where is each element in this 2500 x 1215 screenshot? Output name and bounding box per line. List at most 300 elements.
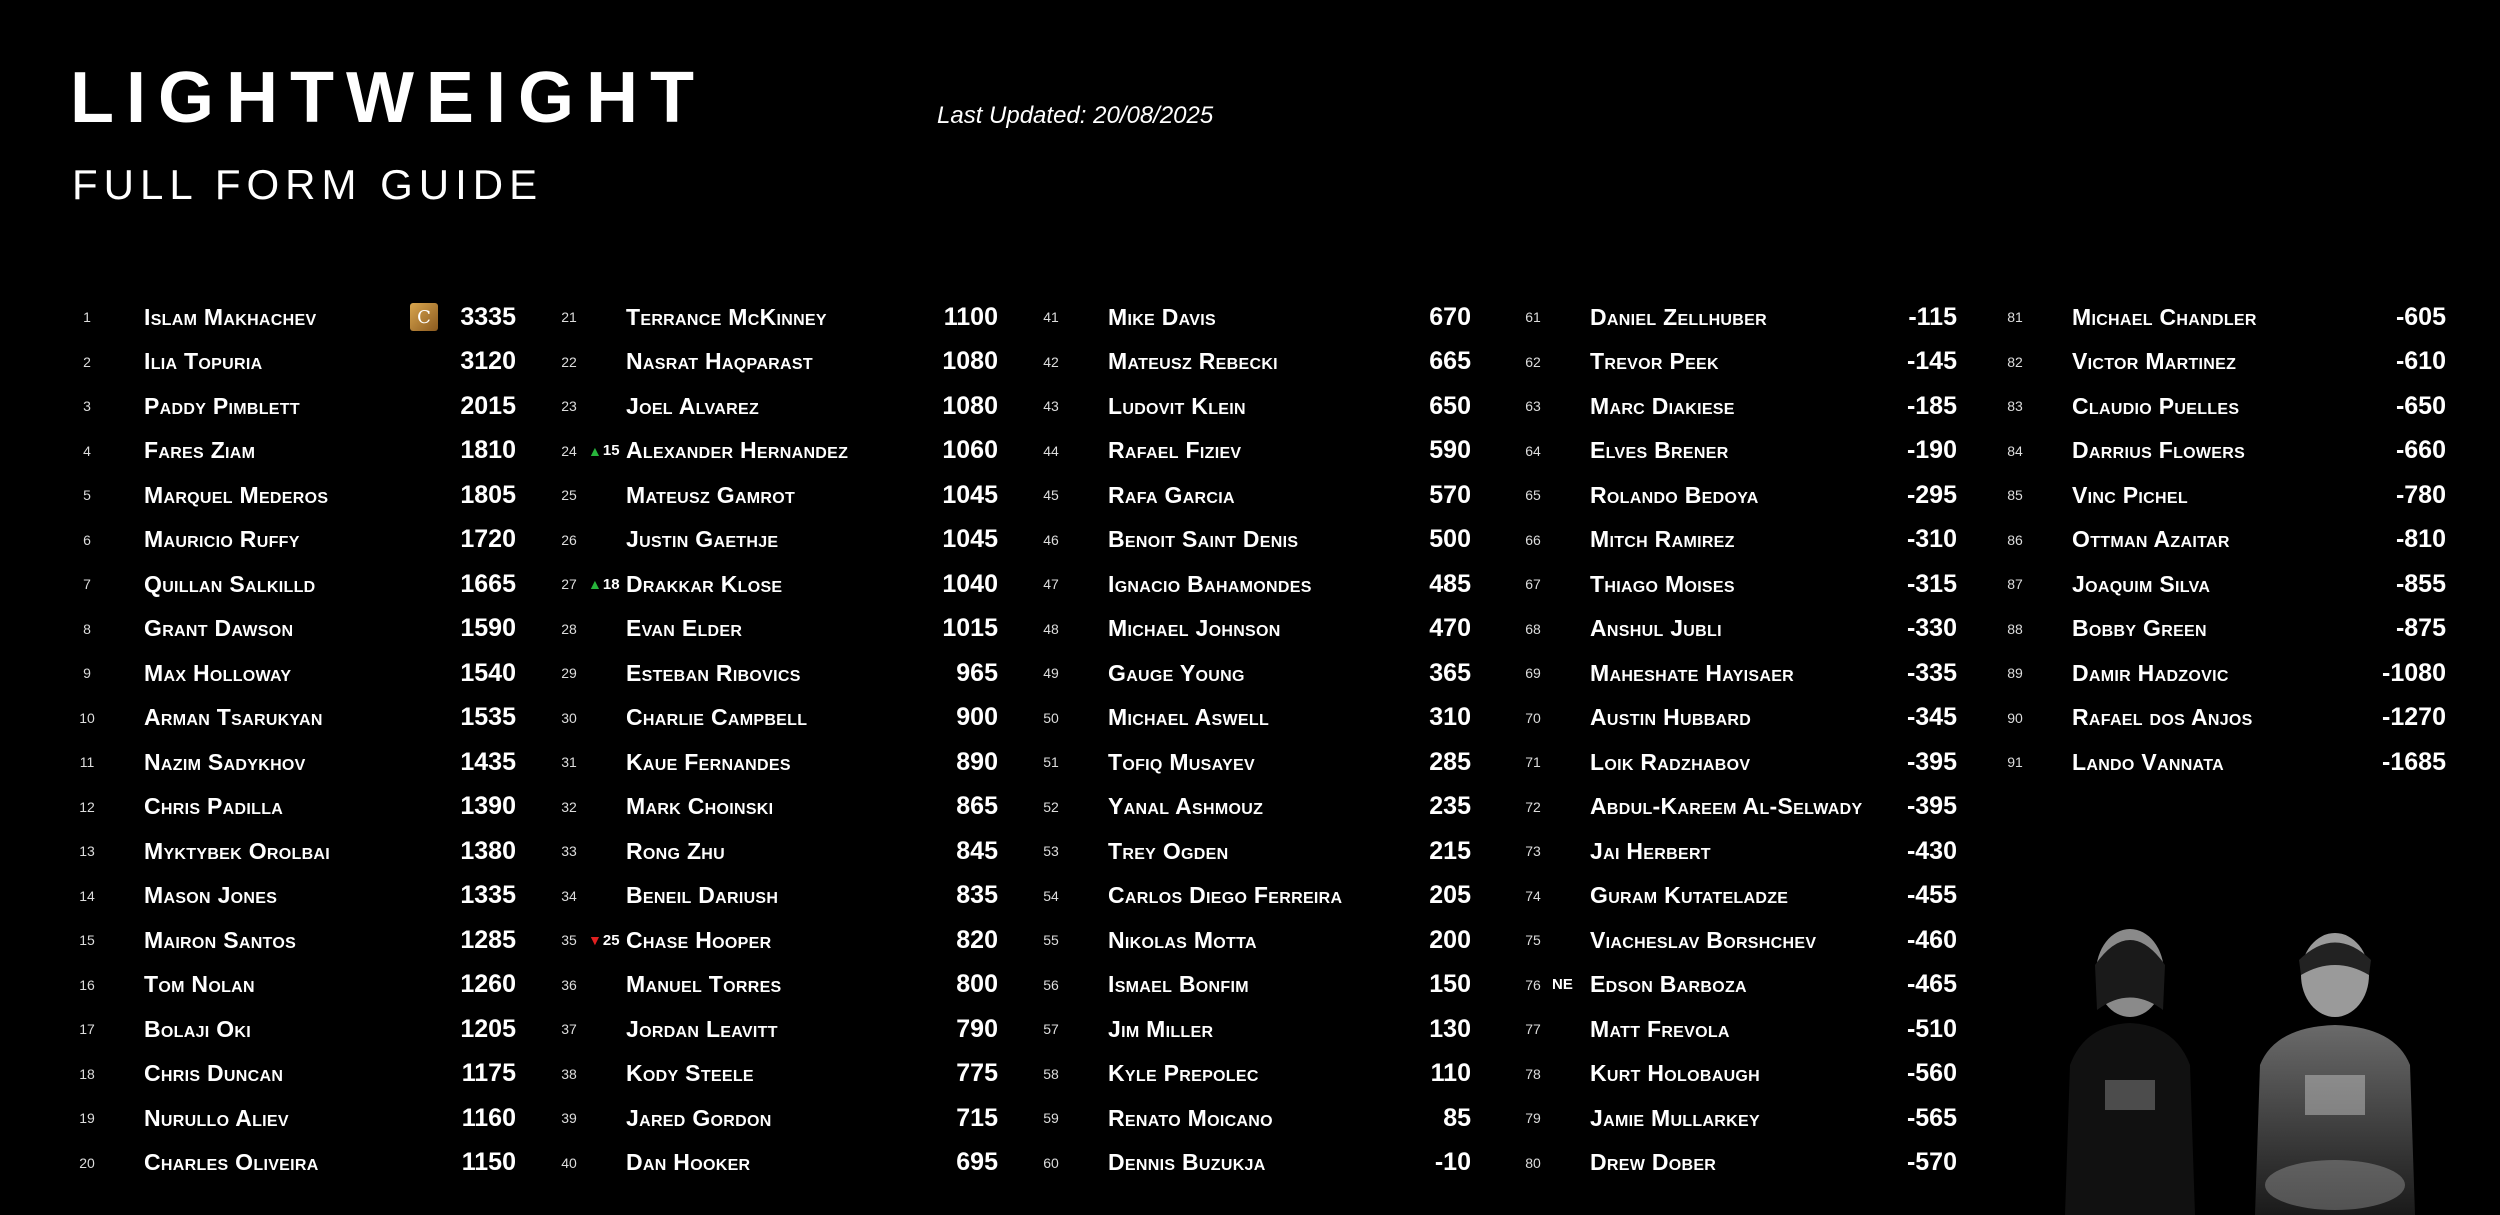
last-updated-text: Last Updated: 20/08/2025 — [937, 102, 1214, 129]
fighter-score: -1270 — [2382, 703, 2446, 732]
fighter-score: -315 — [1906, 569, 1957, 598]
ranking-row — [1996, 384, 2446, 429]
ranking-row — [1514, 1141, 1957, 1186]
fighter-name: Chase Hooper — [626, 926, 772, 953]
fighter-score: -335 — [1906, 658, 1957, 687]
ranking-row — [1514, 340, 1957, 385]
fighter-name: Michael Aswell — [1108, 704, 1270, 731]
fighter-score: 1435 — [460, 747, 516, 776]
ranking-row — [1996, 696, 2446, 741]
fighter-name: Rafael dos Anjos — [2072, 704, 2253, 731]
fighter-name: Victor Martinez — [2072, 348, 2237, 375]
fighter-score: 1205 — [460, 1014, 516, 1043]
rank-number: 30 — [561, 709, 577, 726]
rank-number: 27 — [561, 576, 577, 593]
ranking-row — [1032, 429, 1471, 474]
rank-number: 81 — [2007, 309, 2023, 326]
ranking-row — [550, 429, 998, 474]
fighter-name: Rong Zhu — [626, 837, 726, 864]
rank-number: 54 — [1043, 887, 1059, 904]
fighter-name: Trevor Peek — [1590, 348, 1719, 375]
ranking-row — [68, 384, 516, 429]
rank-number: 90 — [2007, 709, 2023, 726]
ranking-row — [1032, 607, 1471, 652]
ranking-row — [68, 295, 516, 340]
fighter-score: -465 — [1906, 970, 1957, 999]
rank-number: 80 — [1525, 1154, 1541, 1171]
ranking-row — [1032, 562, 1471, 607]
ranking-row — [68, 429, 516, 474]
fighter-score: -10 — [1434, 1148, 1471, 1177]
fighter-score: 1080 — [942, 391, 998, 420]
fighter-name: Lando Vannata — [2072, 748, 2224, 775]
fighter-score: 1540 — [460, 658, 516, 687]
fighter-score: 485 — [1429, 569, 1471, 598]
ranking-column — [1514, 295, 1957, 1185]
rank-number: 60 — [1043, 1154, 1059, 1171]
fighter-score: 235 — [1429, 792, 1471, 821]
rank-number: 28 — [561, 620, 577, 637]
rank-number: 50 — [1043, 709, 1059, 726]
fighter-name: Kaue Fernandes — [626, 748, 791, 775]
fighter-score: 2015 — [460, 391, 516, 420]
fighter-score: -510 — [1906, 1014, 1957, 1043]
rank-number: 1 — [83, 309, 91, 326]
rank-movement — [588, 576, 626, 593]
ranking-row — [1514, 740, 1957, 785]
fighter-name: Abdul-Kareem Al-Selwady — [1590, 793, 1863, 820]
rank-number: 76 — [1525, 976, 1541, 993]
ranking-row — [1514, 874, 1957, 919]
fighter-name: Grant Dawson — [144, 615, 294, 642]
fighter-name: Mason Jones — [144, 882, 278, 909]
rank-number: 73 — [1525, 843, 1541, 860]
fighter-score: 800 — [956, 970, 998, 999]
fighter-name: Ludovit Klein — [1108, 392, 1246, 419]
rank-number: 4 — [83, 442, 91, 459]
fighter-name: Jai Herbert — [1590, 837, 1711, 864]
ranking-row — [68, 607, 516, 652]
fighter-name: Kody Steele — [626, 1060, 754, 1087]
fighter-name: Mairon Santos — [144, 926, 297, 953]
rank-number: 84 — [2007, 442, 2023, 459]
rank-number: 51 — [1043, 754, 1059, 771]
fighter-name: Paddy Pimblett — [144, 392, 300, 419]
fighter-name: Tom Nolan — [144, 971, 255, 998]
ranking-row — [1514, 562, 1957, 607]
fighter-name: Jim Miller — [1108, 1015, 1214, 1042]
rank-number: 5 — [83, 487, 91, 504]
fighter-score: -330 — [1906, 614, 1957, 643]
ranking-row — [68, 1141, 516, 1186]
fighter-score: 130 — [1429, 1014, 1471, 1043]
rank-number: 13 — [79, 843, 95, 860]
rank-number: 31 — [561, 754, 577, 771]
fighter-score: 1040 — [942, 569, 998, 598]
rank-number: 12 — [79, 798, 95, 815]
fighter-score: 890 — [956, 747, 998, 776]
fighter-name: Kurt Holobaugh — [1590, 1060, 1761, 1087]
rank-number: 39 — [561, 1110, 577, 1127]
fighter-score: -650 — [2395, 391, 2446, 420]
fighter-name: Jordan Leavitt — [626, 1015, 778, 1042]
fighter-name: Matt Frevola — [1590, 1015, 1730, 1042]
ranking-row — [550, 651, 998, 696]
ranking-row — [1996, 340, 2446, 385]
ranking-row — [1514, 384, 1957, 429]
ranking-row — [68, 740, 516, 785]
arrow-up-icon: ▲ — [588, 442, 602, 459]
ranking-row — [1514, 1096, 1957, 1141]
fighter-name: Evan Elder — [626, 615, 743, 642]
fighter-score: -295 — [1906, 480, 1957, 509]
rank-number: 65 — [1525, 487, 1541, 504]
rank-number: 88 — [2007, 620, 2023, 637]
rank-number: 40 — [561, 1154, 577, 1171]
fighter-score: 1390 — [460, 792, 516, 821]
ranking-row — [1514, 473, 1957, 518]
fighter-name: Dennis Buzukja — [1108, 1149, 1266, 1176]
fighter-score: 1080 — [942, 347, 998, 376]
rank-number: 62 — [1525, 353, 1541, 370]
rank-number: 33 — [561, 843, 577, 860]
fighter-name: Arman Tsarukyan — [144, 704, 323, 731]
fighter-score: 1665 — [460, 569, 516, 598]
fighter-score: 775 — [956, 1059, 998, 1088]
rank-number: 41 — [1043, 309, 1059, 326]
fighter-name: Renato Moicano — [1108, 1104, 1273, 1131]
rank-movement-value: NE — [1552, 976, 1573, 994]
fighter-name: Austin Hubbard — [1590, 704, 1752, 731]
fighter-score: -115 — [1908, 302, 1957, 331]
rank-number: 38 — [561, 1065, 577, 1082]
ranking-row — [1032, 740, 1471, 785]
rank-number: 14 — [79, 887, 95, 904]
rank-number: 83 — [2007, 398, 2023, 415]
fighter-name: Joel Alvarez — [626, 392, 760, 419]
fighter-score: -455 — [1906, 881, 1957, 910]
fighter-score: 665 — [1429, 347, 1471, 376]
rank-number: 85 — [2007, 487, 2023, 504]
rank-number: 48 — [1043, 620, 1059, 637]
fighter-score: -565 — [1906, 1103, 1957, 1132]
rank-number: 23 — [561, 398, 577, 415]
ranking-row — [1996, 429, 2446, 474]
fighter-score: 365 — [1429, 658, 1471, 687]
fighter-score: 965 — [956, 658, 998, 687]
fighter-name: Joaquim Silva — [2072, 570, 2211, 597]
fighter-name: Bobby Green — [2072, 615, 2207, 642]
fighter-name: Bolaji Oki — [144, 1015, 252, 1042]
fighter-name: Quillan Salkilld — [144, 570, 316, 597]
ranking-row — [1032, 1096, 1471, 1141]
rank-number: 42 — [1043, 353, 1059, 370]
ranking-row — [68, 473, 516, 518]
fighter-name: Nurullo Aliev — [144, 1104, 289, 1131]
ranking-column — [1996, 295, 2446, 785]
fighter-score: 1535 — [460, 703, 516, 732]
fighter-score: 1285 — [460, 925, 516, 954]
fighter-score: 310 — [1429, 703, 1471, 732]
fighter-name: Kyle Prepolec — [1108, 1060, 1259, 1087]
fighter-name: Alexander Hernandez — [626, 437, 849, 464]
ranking-row — [1514, 429, 1957, 474]
arrow-down-icon: ▼ — [588, 932, 602, 949]
ranking-row — [550, 1052, 998, 1097]
fighter-name: Mitch Ramirez — [1590, 526, 1735, 553]
ranking-row — [1514, 1007, 1957, 1052]
fighter-name: Anshul Jubli — [1590, 615, 1722, 642]
rank-number: 35 — [561, 932, 577, 949]
fighter-score: -310 — [1906, 525, 1957, 554]
ranking-row — [550, 1141, 998, 1186]
rank-number: 56 — [1043, 976, 1059, 993]
ranking-row — [550, 518, 998, 563]
fighter-name: Tofiq Musayev — [1108, 748, 1255, 775]
rank-number: 74 — [1525, 887, 1541, 904]
rank-number: 64 — [1525, 442, 1541, 459]
ranking-row — [550, 340, 998, 385]
fighter-score: 650 — [1429, 391, 1471, 420]
rank-number: 16 — [79, 976, 95, 993]
fighter-name: Islam Makhachev — [144, 303, 317, 330]
ranking-row — [550, 295, 998, 340]
rank-movement-value: 25 — [602, 931, 620, 949]
fighter-score: 1590 — [460, 614, 516, 643]
fighter-score: 1720 — [460, 525, 516, 554]
fighter-score: 1380 — [460, 836, 516, 865]
fighter-name: Nasrat Haqparast — [626, 348, 813, 375]
fighter-name: Ignacio Bahamondes — [1108, 570, 1312, 597]
fighter-name: Manuel Torres — [626, 971, 782, 998]
ranking-row — [550, 874, 998, 919]
rank-number: 72 — [1525, 798, 1541, 815]
rank-number: 18 — [79, 1065, 95, 1082]
rank-number: 71 — [1525, 754, 1541, 771]
arrow-up-icon: ▲ — [588, 576, 602, 593]
rank-number: 24 — [561, 442, 577, 459]
rank-number: 91 — [2007, 754, 2023, 771]
ranking-row — [550, 473, 998, 518]
fighter-score: 1045 — [942, 480, 998, 509]
fighter-score: -610 — [2395, 347, 2446, 376]
fighter-name: Charles Oliveira — [144, 1149, 319, 1176]
ranking-row — [68, 518, 516, 563]
rank-number: 25 — [561, 487, 577, 504]
rank-number: 57 — [1043, 1021, 1059, 1038]
rank-number: 45 — [1043, 487, 1059, 504]
ranking-column — [1032, 295, 1471, 1185]
rank-number: 86 — [2007, 531, 2023, 548]
ranking-row — [68, 562, 516, 607]
fighter-name: Nikolas Motta — [1108, 926, 1257, 953]
rank-number: 52 — [1043, 798, 1059, 815]
rank-number: 21 — [561, 309, 577, 326]
ranking-row — [550, 384, 998, 429]
ranking-row — [1032, 1141, 1471, 1186]
ranking-row — [1032, 295, 1471, 340]
fighter-score: 1045 — [942, 525, 998, 554]
fighter-score: -875 — [2395, 614, 2446, 643]
fighter-score: -190 — [1906, 436, 1957, 465]
ranking-row — [550, 740, 998, 785]
fighter-name: Marquel Mederos — [144, 481, 329, 508]
rank-number: 43 — [1043, 398, 1059, 415]
rank-number: 11 — [79, 754, 95, 771]
fighter-score: 3335 — [460, 302, 516, 331]
rank-number: 70 — [1525, 709, 1541, 726]
rank-number: 9 — [83, 665, 91, 682]
ranking-row — [1514, 651, 1957, 696]
fighter-score: 1335 — [460, 881, 516, 910]
fighter-score: 1160 — [461, 1103, 516, 1132]
ranking-row — [1514, 518, 1957, 563]
fighter-name: Charlie Campbell — [626, 704, 808, 731]
fighter-score: 150 — [1429, 970, 1471, 999]
fighter-score: 3120 — [460, 347, 516, 376]
rank-number: 47 — [1043, 576, 1059, 593]
fighter-name: Elves Brener — [1590, 437, 1729, 464]
fighter-score: 900 — [956, 703, 998, 732]
fighter-name: Loik Radzhabov — [1590, 748, 1751, 775]
fighter-name: Vinc Pichel — [2072, 481, 2188, 508]
fighter-name: Dan Hooker — [626, 1149, 751, 1176]
fighter-name: Gauge Young — [1108, 659, 1245, 686]
ranking-row — [550, 963, 998, 1008]
fighter-name: Drew Dober — [1590, 1149, 1717, 1176]
rank-number: 8 — [83, 620, 91, 637]
rank-number: 82 — [2007, 353, 2023, 370]
fighter-score: 715 — [956, 1103, 998, 1132]
fighter-name: Maheshate Hayisaer — [1590, 659, 1795, 686]
rank-number: 58 — [1043, 1065, 1059, 1082]
rank-number: 37 — [561, 1021, 577, 1038]
fighter-score: 695 — [956, 1148, 998, 1177]
ranking-row — [1032, 829, 1471, 874]
rank-number: 10 — [79, 709, 95, 726]
ranking-row — [1032, 340, 1471, 385]
fighter-score: 845 — [956, 836, 998, 865]
fighter-name: Jared Gordon — [626, 1104, 772, 1131]
fighter-score: -1080 — [2382, 658, 2446, 687]
fighter-score: 835 — [956, 881, 998, 910]
ranking-row — [68, 874, 516, 919]
rank-number: 2 — [83, 353, 91, 370]
fighter-score: 1810 — [460, 436, 516, 465]
fighter-name: Justin Gaethje — [626, 526, 779, 553]
rank-number: 75 — [1525, 932, 1541, 949]
fighter-name: Michael Johnson — [1108, 615, 1281, 642]
ranking-row — [1032, 785, 1471, 830]
fighter-score: 470 — [1429, 614, 1471, 643]
fighter-score: 1150 — [461, 1148, 516, 1177]
rank-number: 79 — [1525, 1110, 1541, 1127]
rank-movement — [588, 932, 626, 949]
fighter-name: Esteban Ribovics — [626, 659, 801, 686]
rank-number: 49 — [1043, 665, 1059, 682]
rank-movement-value: 18 — [602, 575, 620, 593]
fighter-name: Benoit Saint Denis — [1108, 526, 1299, 553]
ranking-row — [1032, 518, 1471, 563]
ranking-row — [1514, 607, 1957, 652]
fighter-score: 1175 — [461, 1059, 516, 1088]
ranking-row — [550, 1096, 998, 1141]
fighter-score: -660 — [2395, 436, 2446, 465]
ranking-row — [1514, 696, 1957, 741]
rank-number: 19 — [79, 1110, 95, 1127]
fighter-score: -560 — [1906, 1059, 1957, 1088]
fighter-score: 790 — [956, 1014, 998, 1043]
rank-number: 55 — [1043, 932, 1059, 949]
ranking-row — [550, 829, 998, 874]
rank-number: 22 — [561, 353, 577, 370]
rank-number: 68 — [1525, 620, 1541, 637]
rank-number: 69 — [1525, 665, 1541, 682]
ranking-row — [1514, 829, 1957, 874]
fighter-score: 215 — [1429, 836, 1471, 865]
fighter-score: 500 — [1429, 525, 1471, 554]
fighter-name: Nazim Sadykhov — [144, 748, 306, 775]
ranking-row — [1032, 874, 1471, 919]
champion-badge-icon: C — [410, 303, 438, 331]
fighter-name: Viacheslav Borshchev — [1590, 926, 1817, 953]
ranking-row — [1996, 740, 2446, 785]
ranking-row — [68, 1052, 516, 1097]
fighter-score: 1260 — [460, 970, 516, 999]
ranking-row — [1996, 295, 2446, 340]
ranking-row — [550, 696, 998, 741]
fighter-score: 590 — [1429, 436, 1471, 465]
fighter-name: Trey Ogden — [1108, 837, 1229, 864]
ranking-row — [1514, 1052, 1957, 1097]
ranking-row — [68, 1007, 516, 1052]
page-subtitle: FULL FORM GUIDE — [72, 161, 544, 208]
fighter-score: -570 — [1906, 1148, 1957, 1177]
fighter-name: Rafa Garcia — [1108, 481, 1235, 508]
rank-number: 6 — [83, 531, 91, 548]
ranking-row — [1514, 918, 1957, 963]
fighter-score: 865 — [956, 792, 998, 821]
fighter-score: 205 — [1429, 881, 1471, 910]
ranking-row — [1996, 562, 2446, 607]
ranking-row — [68, 963, 516, 1008]
rank-number: 26 — [561, 531, 577, 548]
rank-number: 17 — [79, 1021, 95, 1038]
fighter-score: -1685 — [2382, 747, 2446, 776]
fighter-score: 1015 — [942, 614, 998, 643]
fighter-name: Daniel Zellhuber — [1590, 303, 1767, 330]
fighter-name: Beneil Dariush — [626, 882, 779, 909]
fighter-name: Guram Kutateladze — [1590, 882, 1789, 909]
fighter-name: Mateusz Gamrot — [626, 481, 796, 508]
fighter-name: Ottman Azaitar — [2072, 526, 2230, 553]
rank-number: 61 — [1525, 309, 1541, 326]
fighter-name: Rolando Bedoya — [1590, 481, 1759, 508]
fighter-score: 1060 — [942, 436, 998, 465]
rank-number: 46 — [1043, 531, 1059, 548]
ranking-row — [68, 696, 516, 741]
fighter-score: 1100 — [943, 302, 998, 331]
rank-number: 77 — [1525, 1021, 1541, 1038]
fighter-score: -345 — [1906, 703, 1957, 732]
rank-number: 3 — [83, 398, 91, 415]
fighter-name: Damir Hadzovic — [2072, 659, 2229, 686]
rank-number: 87 — [2007, 576, 2023, 593]
fighter-name: Darrius Flowers — [2072, 437, 2246, 464]
fighter-name: Claudio Puelles — [2072, 392, 2240, 419]
fighter-name: Edson Barboza — [1590, 971, 1747, 998]
ranking-row — [550, 1007, 998, 1052]
